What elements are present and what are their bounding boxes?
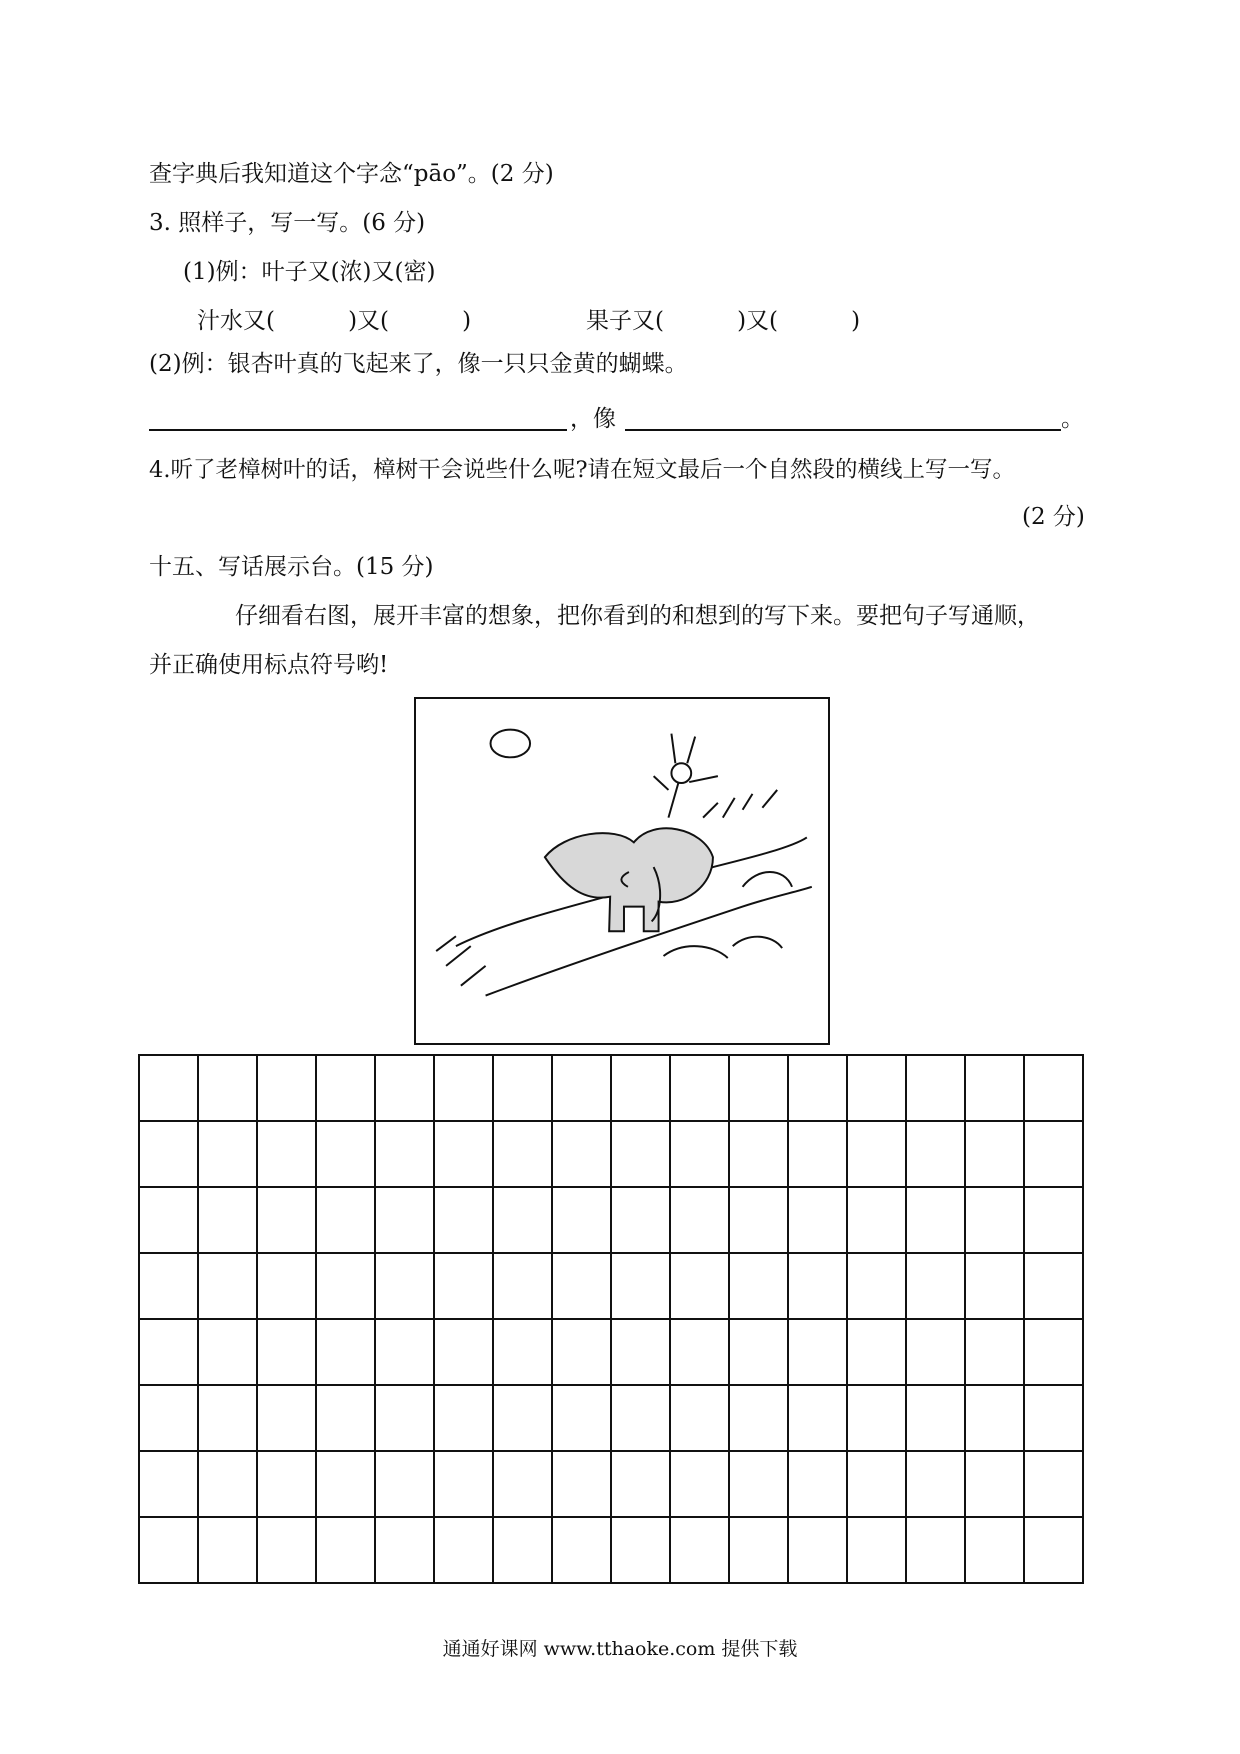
writing-grid-cell[interactable] — [375, 1385, 434, 1451]
writing-grid-cell[interactable] — [552, 1385, 611, 1451]
writing-grid-cell[interactable] — [375, 1319, 434, 1385]
writing-grid-cell[interactable] — [847, 1055, 906, 1121]
writing-grid-cell[interactable] — [906, 1319, 965, 1385]
writing-grid-cell[interactable] — [670, 1121, 729, 1187]
writing-grid-cell[interactable] — [552, 1253, 611, 1319]
writing-grid-cell[interactable] — [847, 1385, 906, 1451]
writing-grid-cell[interactable] — [1024, 1121, 1083, 1187]
writing-grid-cell[interactable] — [788, 1121, 847, 1187]
writing-grid-cell[interactable] — [611, 1451, 670, 1517]
writing-grid-cell[interactable] — [906, 1385, 965, 1451]
writing-grid-cell[interactable] — [257, 1385, 316, 1451]
writing-grid-cell[interactable] — [434, 1517, 493, 1583]
writing-grid-cell[interactable] — [316, 1187, 375, 1253]
writing-grid-cell[interactable] — [729, 1319, 788, 1385]
answer-period: 。 — [1061, 406, 1084, 432]
writing-grid-row — [139, 1055, 1083, 1121]
writing-grid-cell[interactable] — [257, 1319, 316, 1385]
writing-grid-cell[interactable] — [552, 1055, 611, 1121]
writing-grid-cell[interactable] — [788, 1187, 847, 1253]
writing-grid-cell[interactable] — [434, 1253, 493, 1319]
writing-grid-cell[interactable] — [611, 1253, 670, 1319]
writing-grid-cell[interactable] — [611, 1517, 670, 1583]
writing-grid-cell[interactable] — [788, 1385, 847, 1451]
writing-grid-cell[interactable] — [139, 1121, 198, 1187]
writing-grid-row — [139, 1385, 1083, 1451]
writing-grid-cell[interactable] — [198, 1253, 257, 1319]
writing-grid-cell[interactable] — [906, 1517, 965, 1583]
writing-grid-cell[interactable] — [375, 1253, 434, 1319]
writing-grid-cell[interactable] — [375, 1055, 434, 1121]
writing-grid-cell[interactable] — [198, 1451, 257, 1517]
writing-grid-cell[interactable] — [434, 1319, 493, 1385]
writing-grid-cell[interactable] — [375, 1121, 434, 1187]
answer-blank-right[interactable] — [625, 429, 1061, 431]
question-3-2-example: (2)例：银杏叶真的飞起来了，像一只只金黄的蝴蝶。 — [149, 351, 688, 377]
writing-grid-cell[interactable] — [788, 1319, 847, 1385]
writing-grid-cell[interactable] — [611, 1385, 670, 1451]
elephant-and-rabbit-illustration-icon — [416, 699, 828, 1043]
writing-grid-cell[interactable] — [847, 1253, 906, 1319]
writing-grid-cell[interactable] — [1024, 1517, 1083, 1583]
writing-grid-cell[interactable] — [670, 1055, 729, 1121]
question-3-title: 3. 照样子，写一写。(6 分) — [149, 210, 426, 236]
writing-grid-cell[interactable] — [965, 1187, 1024, 1253]
writing-grid-cell[interactable] — [729, 1187, 788, 1253]
writing-grid-row — [139, 1517, 1083, 1583]
writing-grid-cell[interactable] — [729, 1517, 788, 1583]
writing-grid-cell[interactable] — [906, 1253, 965, 1319]
footer-text: 通通好课网 www.tthaoke.com 提供下载 — [442, 1638, 798, 1660]
writing-grid-cell[interactable] — [493, 1451, 552, 1517]
writing-grid-cell[interactable] — [493, 1055, 552, 1121]
writing-grid-row — [139, 1319, 1083, 1385]
writing-grid-cell[interactable] — [198, 1121, 257, 1187]
writing-grid-cell[interactable] — [729, 1451, 788, 1517]
question-3-1-example: (1)例：叶子又(浓)又(密) — [183, 259, 436, 285]
writing-grid-cell[interactable] — [906, 1121, 965, 1187]
writing-grid-cell[interactable] — [375, 1451, 434, 1517]
writing-grid-cell[interactable] — [965, 1517, 1024, 1583]
writing-grid-cell[interactable] — [670, 1319, 729, 1385]
writing-grid-cell[interactable] — [434, 1385, 493, 1451]
writing-grid-row — [139, 1451, 1083, 1517]
writing-grid-cell[interactable] — [729, 1121, 788, 1187]
writing-grid-cell[interactable] — [1024, 1319, 1083, 1385]
writing-grid-cell[interactable] — [434, 1055, 493, 1121]
question-4-text: 4.听了老樟树叶的话，樟树干会说些什么呢?请在短文最后一个自然段的横线上写一写。 — [149, 457, 1016, 483]
writing-grid-cell[interactable] — [493, 1517, 552, 1583]
writing-grid-row — [139, 1121, 1083, 1187]
writing-grid-cell[interactable] — [493, 1187, 552, 1253]
answer-blank-left[interactable] — [149, 429, 567, 431]
writing-grid-cell[interactable] — [1024, 1055, 1083, 1121]
writing-grid-cell[interactable] — [847, 1517, 906, 1583]
writing-grid-cell[interactable] — [1024, 1385, 1083, 1451]
writing-grid-cell[interactable] — [316, 1517, 375, 1583]
writing-grid-cell[interactable] — [139, 1187, 198, 1253]
writing-grid-cell[interactable] — [257, 1055, 316, 1121]
writing-grid-cell[interactable] — [611, 1319, 670, 1385]
section-15-title: 十五、写话展示台。(15 分) — [149, 554, 434, 580]
writing-grid-cell[interactable] — [729, 1055, 788, 1121]
writing-grid-cell[interactable] — [611, 1055, 670, 1121]
section-15-instruction-line-2: 并正确使用标点符号哟! — [149, 652, 389, 678]
writing-grid-cell[interactable] — [434, 1187, 493, 1253]
writing-grid-cell[interactable] — [434, 1121, 493, 1187]
writing-grid-cell[interactable] — [198, 1319, 257, 1385]
writing-grid-cell[interactable] — [434, 1451, 493, 1517]
writing-grid-cell[interactable] — [316, 1055, 375, 1121]
answer-comma-like: ，像 — [570, 406, 616, 432]
writing-grid-cell[interactable] — [139, 1517, 198, 1583]
writing-grid-cell[interactable] — [552, 1121, 611, 1187]
writing-grid-cell[interactable] — [493, 1319, 552, 1385]
writing-grid-row — [139, 1187, 1083, 1253]
writing-grid-cell[interactable] — [375, 1187, 434, 1253]
writing-grid-cell[interactable] — [906, 1055, 965, 1121]
writing-grid-cell[interactable] — [316, 1253, 375, 1319]
writing-grid-cell[interactable] — [1024, 1187, 1083, 1253]
writing-grid-cell[interactable] — [198, 1385, 257, 1451]
writing-grid-cell[interactable] — [316, 1319, 375, 1385]
writing-grid-cell[interactable] — [1024, 1253, 1083, 1319]
writing-grid-cell[interactable] — [965, 1253, 1024, 1319]
writing-grid-cell[interactable] — [139, 1319, 198, 1385]
writing-grid-cell[interactable] — [788, 1055, 847, 1121]
writing-grid-cell[interactable] — [257, 1253, 316, 1319]
writing-grid-cell[interactable] — [316, 1385, 375, 1451]
writing-grid-cell[interactable] — [670, 1385, 729, 1451]
writing-grid-cell[interactable] — [788, 1517, 847, 1583]
writing-grid-cell[interactable] — [493, 1385, 552, 1451]
writing-grid-cell[interactable] — [670, 1253, 729, 1319]
writing-grid-cell[interactable] — [729, 1253, 788, 1319]
writing-grid-cell[interactable] — [965, 1451, 1024, 1517]
writing-grid-row — [139, 1253, 1083, 1319]
writing-grid-cell[interactable] — [965, 1385, 1024, 1451]
writing-grid-cell[interactable] — [316, 1451, 375, 1517]
writing-grid-cell[interactable] — [611, 1187, 670, 1253]
writing-grid-cell[interactable] — [847, 1187, 906, 1253]
writing-grid-cell[interactable] — [611, 1121, 670, 1187]
question-3-1-item-b[interactable]: 果子又( )又( ) — [586, 308, 861, 334]
writing-grid-cell[interactable] — [729, 1385, 788, 1451]
writing-grid-cell[interactable] — [198, 1055, 257, 1121]
writing-grid-cell[interactable] — [552, 1451, 611, 1517]
writing-grid-cell[interactable] — [552, 1319, 611, 1385]
elephant-rabbit-picture — [414, 697, 830, 1045]
writing-grid-cell[interactable] — [316, 1121, 375, 1187]
section-15-instruction-line-1: 仔细看右图，展开丰富的想象，把你看到的和想到的写下来。要把句子写通顺， — [235, 603, 1040, 629]
writing-grid-cell[interactable] — [670, 1187, 729, 1253]
writing-grid-cell[interactable] — [257, 1517, 316, 1583]
writing-grid-cell[interactable] — [965, 1055, 1024, 1121]
writing-grid-cell[interactable] — [493, 1121, 552, 1187]
writing-grid-cell[interactable] — [139, 1385, 198, 1451]
writing-grid-cell[interactable] — [552, 1187, 611, 1253]
writing-grid-cell[interactable] — [847, 1121, 906, 1187]
writing-grid-cell[interactable] — [965, 1121, 1024, 1187]
writing-grid-cell[interactable] — [552, 1517, 611, 1583]
writing-grid-cell[interactable] — [906, 1187, 965, 1253]
writing-grid-cell[interactable] — [375, 1517, 434, 1583]
question-4-score: (2 分) — [1022, 504, 1085, 530]
writing-grid-cell[interactable] — [139, 1253, 198, 1319]
writing-grid-cell[interactable] — [257, 1451, 316, 1517]
writing-grid-cell[interactable] — [257, 1187, 316, 1253]
dictionary-note: 查字典后我知道这个字念“pāo”。(2 分) — [149, 161, 554, 187]
writing-grid-cell[interactable] — [670, 1517, 729, 1583]
writing-grid-cell[interactable] — [257, 1121, 316, 1187]
writing-grid-cell[interactable] — [198, 1517, 257, 1583]
writing-grid[interactable] — [138, 1054, 1084, 1584]
writing-grid-cell[interactable] — [493, 1253, 552, 1319]
writing-grid-cell[interactable] — [788, 1451, 847, 1517]
writing-grid-cell[interactable] — [139, 1055, 198, 1121]
writing-grid-cell[interactable] — [847, 1451, 906, 1517]
writing-grid-cell[interactable] — [847, 1319, 906, 1385]
writing-grid-cell[interactable] — [139, 1451, 198, 1517]
question-3-1-item-a[interactable]: 汁水又( )又( ) — [197, 308, 472, 334]
writing-grid-cell[interactable] — [198, 1187, 257, 1253]
writing-grid-cell[interactable] — [906, 1451, 965, 1517]
writing-grid-cell[interactable] — [670, 1451, 729, 1517]
writing-grid-cell[interactable] — [965, 1319, 1024, 1385]
writing-grid-cell[interactable] — [1024, 1451, 1083, 1517]
writing-grid-cell[interactable] — [788, 1253, 847, 1319]
